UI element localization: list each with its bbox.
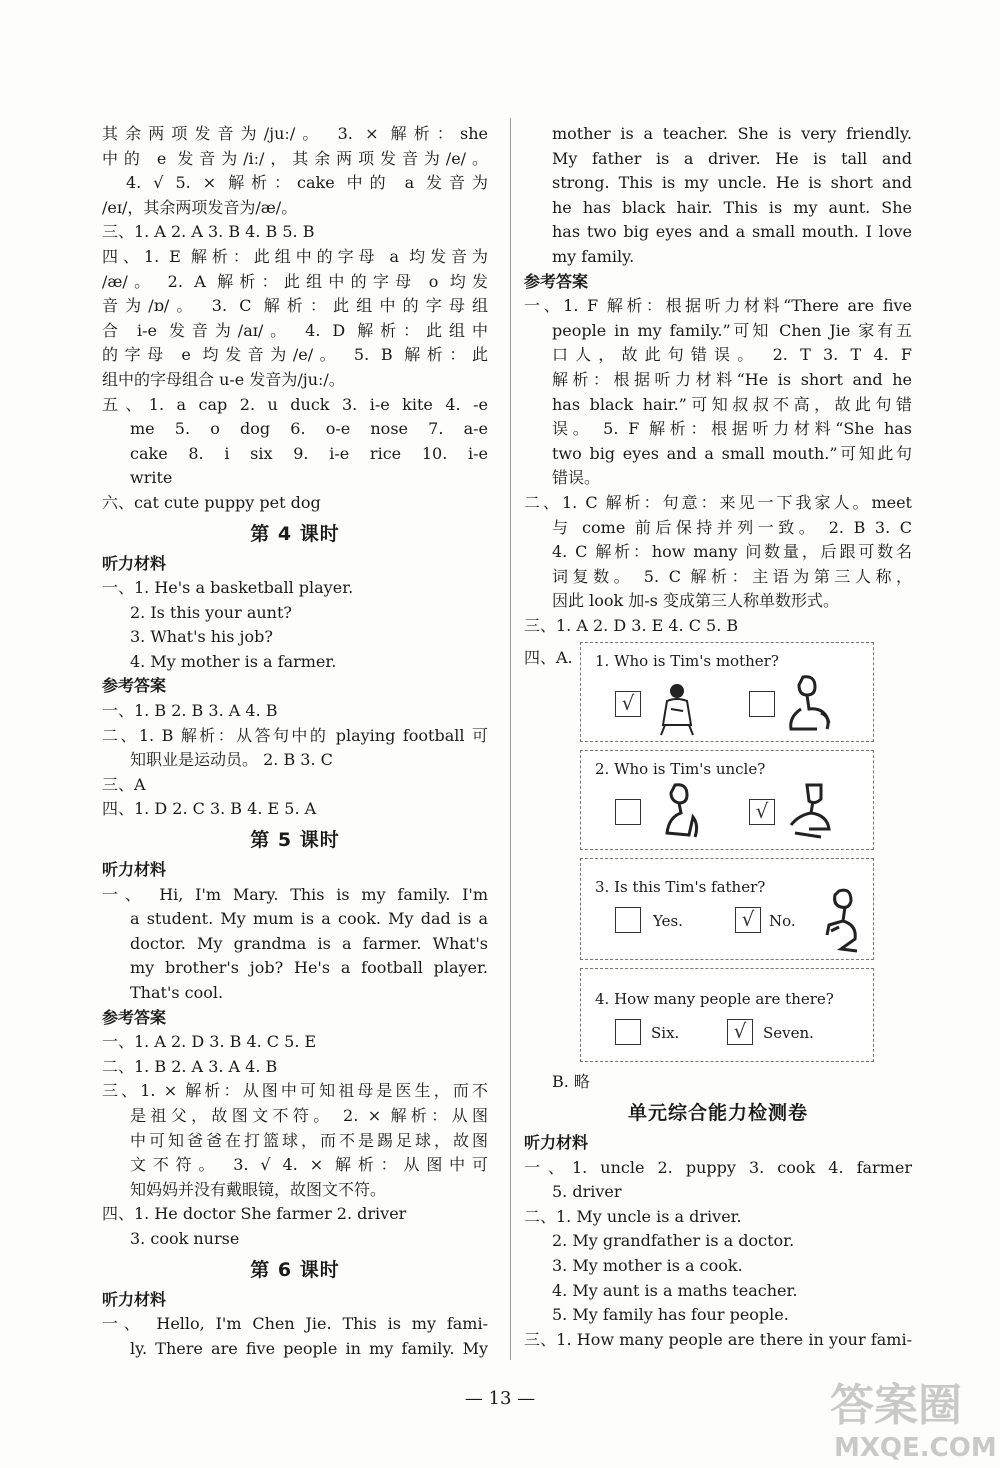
question-box-2 [580,750,874,850]
text-line: 三、1. How many people are there in your fami- [524,1329,912,1349]
question-box-4 [580,968,874,1062]
text-line: 二、1. C 解析：句意：来见一下我家人。meet [524,492,912,512]
text-line: 5. driver [552,1182,622,1202]
text-line: 4. My mother is a farmer. [130,651,337,671]
text-line: 的字母 e 均发音为/e/。 5. B 解析：此 [102,345,488,365]
checkbox-six[interactable] [615,1019,641,1045]
column-divider [510,118,511,1360]
subsection-label: 参考答案 [102,1007,167,1027]
text-line: 四、1. He doctor She farmer 2. driver [102,1204,407,1224]
text-line: 二、1. My uncle is a driver. [524,1206,742,1226]
text-line: 三、A [102,774,146,794]
text-line: 五、1. a cap 2. u duck 3. i-e kite 4. -e [102,394,488,414]
text-line: has black hair.”可知叔叔不高，故此句错 [552,394,912,414]
text-line: he has black hair. This is my aunt. She [552,197,912,217]
watermark-text: 答案圈 [830,1380,962,1431]
text-line: 二、1. B 解析：从答句中的 playing football 可 [102,725,488,745]
text-line: 一、1. F 解析：根据听力材料“There are five [524,296,912,316]
woman-teacher-picture [653,681,703,737]
text-line: 中的 e 发音为/iː/，其余两项发音为/e/。 [102,148,488,168]
text-line: 2. My grandfather is a doctor. [552,1231,795,1251]
text-line: mother is a teacher. She is very friendly. [552,124,912,143]
right-bottom-text [524,1095,912,1352]
question-box-3 [580,858,874,960]
option-seven: Seven. [763,1024,814,1043]
picture-boxes [580,642,874,1062]
part4-b: B. 略 [552,1072,590,1092]
text-line: 是祖父，故图文不符。 2. × 解析：从图 [130,1105,488,1125]
text-line: 一、1. uncle 2. puppy 3. cook 4. farmer [524,1157,912,1177]
text-line: /æ/。 2. A 解析：此组中的字母 o 均发 [102,271,488,291]
checkbox-1b[interactable] [749,691,775,717]
text-line: 中可知爸爸在打篮球，而不是踢足球，故图 [130,1130,488,1150]
question-3-text: 3. Is this Tim's father? [595,878,766,897]
right-top-text [524,122,912,638]
checkbox-1a[interactable]: √ [615,691,641,717]
option-six: Six. [651,1024,680,1043]
section-heading: 第 6 课时 [250,1258,340,1281]
subsection-label: 听力材料 [102,860,167,880]
text-line: 文不符。 3. √ 4. × 解析：从图中可 [130,1155,488,1175]
text-line: 口人，故此句错误。 2. T 3. T 4. F [552,345,912,365]
text-line: 3. cook nurse [130,1228,240,1248]
checkbox-seven[interactable]: √ [727,1019,753,1045]
section-heading: 单元综合能力检测卷 [627,1102,808,1125]
text-line: 4. √ 5. × 解析：cake 中的 a 发音为 [126,173,488,193]
short-man-picture [655,781,705,843]
text-line: 因此 look 加-s 变成第三人称单数形式。 [552,591,839,611]
text-line: 二、1. B 2. A 3. A 4. B [102,1056,278,1076]
text-line: 解析：根据听力材料“He is short and he [552,369,912,389]
text-line: two big eyes and a small mouth.”可知此句 [552,443,912,463]
father-picture [817,885,867,955]
option-yes: Yes. [653,912,683,931]
subsection-label: 听力材料 [524,1133,589,1153]
text-line: 六、cat cute puppy pet dog [102,492,321,512]
question-4-text: 4. How many people are there? [595,990,834,1009]
text-line: a student. My mum is a cook. My dad is a [130,909,488,929]
text-line: 一、1. He's a basketball player. [102,578,354,598]
checkbox-2a[interactable] [615,799,641,825]
right-column [524,122,912,1352]
text-line: That's cool. [130,983,224,1002]
left-column [102,122,488,1361]
text-line: 音为/ɒ/。 3. C 解析：此组中的字母组 [102,296,488,316]
text-line: 与 come 前后保持并列一致。 2. B 3. C [552,517,912,537]
question-box-1 [580,642,874,742]
text-line: has two big eyes and a small mouth. I love [552,222,912,242]
text-line: 误。 5. F 解析：根据听力材料“She has [552,419,912,439]
watermark-logo [820,1358,1000,1468]
text-line: 组中的字母组合 u-e 发音为/juː/。 [102,369,345,389]
text-line: /eɪ/，其余两项发音为/æ/。 [102,197,298,217]
text-line: 2. Is this your aunt? [130,602,292,622]
text-line: 5. My family has four people. [552,1305,789,1325]
text-line: 一、 Hi, I'm Mary. This is my family. I'm [102,884,488,904]
text-line: 知妈妈并没有戴眼镜，故图文不符。 [130,1179,387,1199]
text-line: 合 i-e 发音为/aɪ/。 4. D 解析：此组中 [102,320,488,340]
text-line: 词复数。 5. C 解析：主语为第三人称， [552,566,912,586]
text-line: 三、1. A 2. A 3. B 4. B 5. B [102,222,315,242]
text-line: 一、1. A 2. D 3. B 4. C 5. E [102,1032,317,1052]
text-line: people in my family.”可知 Chen Jie 家有五 [552,320,912,340]
text-line: doctor. My grandma is a farmer. What's [130,933,488,953]
watermark-url: MXQE.COM [834,1433,997,1463]
text-line: 其余两项发音为/juː/。 3. × 解析：she [102,124,488,143]
section-heading: 第 4 课时 [250,522,340,545]
subsection-label: 参考答案 [524,271,589,291]
page-number: — 13 — [464,1388,536,1409]
checkbox-2b[interactable]: √ [749,799,775,825]
text-line: strong. This is my uncle. He is short and [552,173,912,193]
driver-picture [781,673,841,735]
checkbox-yes[interactable] [615,907,641,933]
question-2-text: 2. Who is Tim's uncle? [595,760,766,779]
text-line: 四、1. E 解析：此组中的字母 a 均发音为 [102,246,488,266]
subsection-label: 听力材料 [102,553,167,573]
part4-label: 四、A. [524,648,573,668]
text-line: my brother's job? He's a football player. [130,958,488,978]
tall-man-picture [781,781,841,843]
text-line: 三、1. A 2. D 3. E 4. C 5. B [524,615,739,635]
text-line: My father is a driver. He is tall and [552,148,912,168]
text-line: 一、1. B 2. B 3. A 4. B [102,701,278,721]
section-heading: 第 5 课时 [250,829,340,852]
text-line: 三、1. × 解析：从图中可知祖母是医生，而不 [102,1081,488,1101]
option-no: No. [769,912,796,931]
picture-question-section [524,642,912,1095]
question-1-text: 1. Who is Tim's mother? [595,652,779,671]
text-line: me 5. o dog 6. o-e nose 7. a-e [130,419,488,439]
text-line: 知职业是运动员。 2. B 3. C [130,750,333,770]
subsection-label: 参考答案 [102,676,167,696]
text-line: 4. My aunt is a maths teacher. [552,1280,798,1300]
text-line: 四、1. D 2. C 3. B 4. E 5. A [102,799,317,819]
text-line: ly. There are five people in my family. My [130,1338,488,1358]
subsection-label: 听力材料 [102,1289,167,1309]
text-line: my family. [552,246,635,266]
text-line: cake 8. i six 9. i-e rice 10. i-e [130,443,488,463]
text-line: 4. C 解析：how many 问数量，后跟可数名 [552,542,912,562]
text-line: 一、 Hello, I'm Chen Jie. This is my fami- [102,1314,488,1334]
text-line: 3. My mother is a cook. [552,1256,743,1276]
text-line: 错误。 [552,468,601,488]
text-line: 3. What's his job? [130,627,273,647]
checkbox-no[interactable]: √ [735,907,761,933]
text-line: write [130,468,173,488]
